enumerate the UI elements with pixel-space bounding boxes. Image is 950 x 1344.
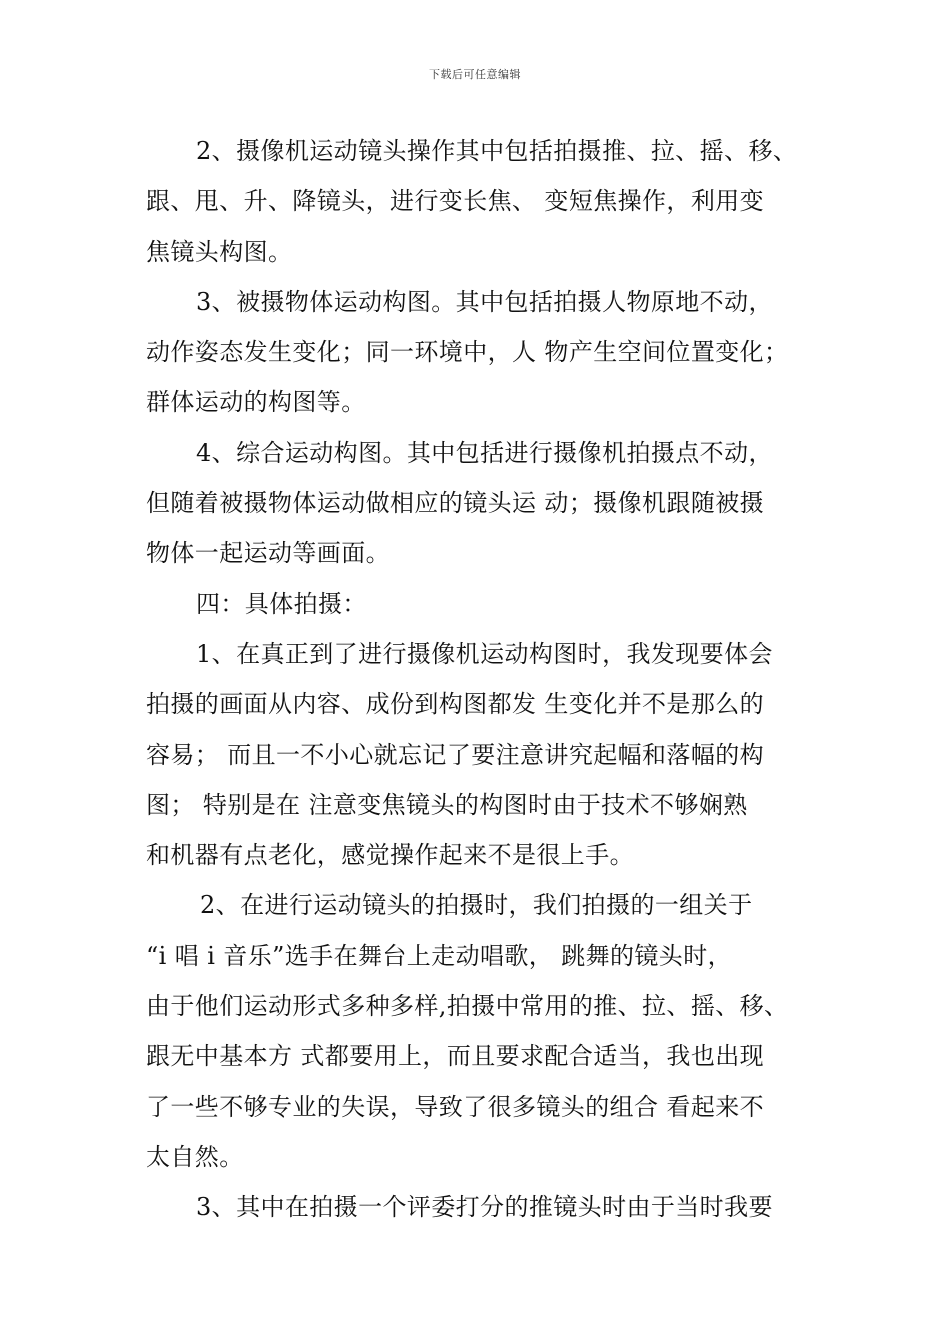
section-heading: 四：具体拍摄： — [196, 589, 367, 618]
paragraph-line: 1、在真正到了进行摄像机运动构图时，我发现要体会 — [196, 639, 773, 668]
paragraph-line: 物体一起运动等画面。 — [146, 539, 390, 568]
body-text — [146, 126, 830, 1233]
paragraph-line: 群体运动的构图等。 — [146, 388, 366, 417]
paragraph-line: “i 唱 i 音乐”选手在舞台上走动唱歌， 跳舞的镜头时， — [146, 941, 733, 970]
paragraph-line: 3、其中在拍摄一个评委打分的推镜头时由于当时我要 — [196, 1193, 773, 1222]
paragraph-line: 图； 特别是在 注意变焦镜头的构图时由于技术不够娴熟 — [146, 790, 748, 819]
paragraph-line: 跟、甩、升、降镜头，进行变长焦、 变短焦操作，利用变 — [146, 187, 765, 216]
paragraph-line: 4、综合运动构图。其中包括进行摄像机拍摄点不动， — [196, 438, 773, 467]
paragraph-line: 2、摄像机运动镜头操作其中包括拍摄推、拉、摇、移、 — [196, 137, 798, 165]
paragraph-line: 但随着被摄物体运动做相应的镜头运 动；摄像机跟随被摄 — [146, 489, 765, 518]
paragraph-line: 跟无中基本方 式都要用上，而且要求配合适当，我也出现 — [146, 1042, 765, 1071]
paragraph-line: 了一些不够专业的失误，导致了很多镜头的组合 看起来不 — [146, 1092, 765, 1121]
paragraph-line: 太自然。 — [146, 1142, 244, 1171]
paragraph-line: 动作姿态发生变化；同一环境中，人 物产生空间位置变化； — [146, 338, 789, 367]
paragraph-line: 2、在进行运动镜头的拍摄时，我们拍摄的一组关于 — [200, 891, 753, 920]
paragraph-line: 容易； 而且一不小心就忘记了要注意讲究起幅和落幅的构 — [146, 740, 765, 769]
paragraph-line: 和机器有点老化，感觉操作起来不是很上手。 — [146, 841, 634, 870]
paragraph-line: 由于他们运动形式多种多样,拍摄中常用的推、拉、摇、移、 — [146, 992, 789, 1021]
paragraph-line: 拍摄的画面从内容、成份到构图都发 生变化并不是那么的 — [146, 690, 765, 719]
paragraph-line: 3、被摄物体运动构图。其中包括拍摄人物原地不动， — [196, 287, 773, 316]
paragraph-line: 焦镜头构图。 — [146, 237, 293, 266]
page-header: 下载后可任意编辑 — [429, 68, 521, 81]
